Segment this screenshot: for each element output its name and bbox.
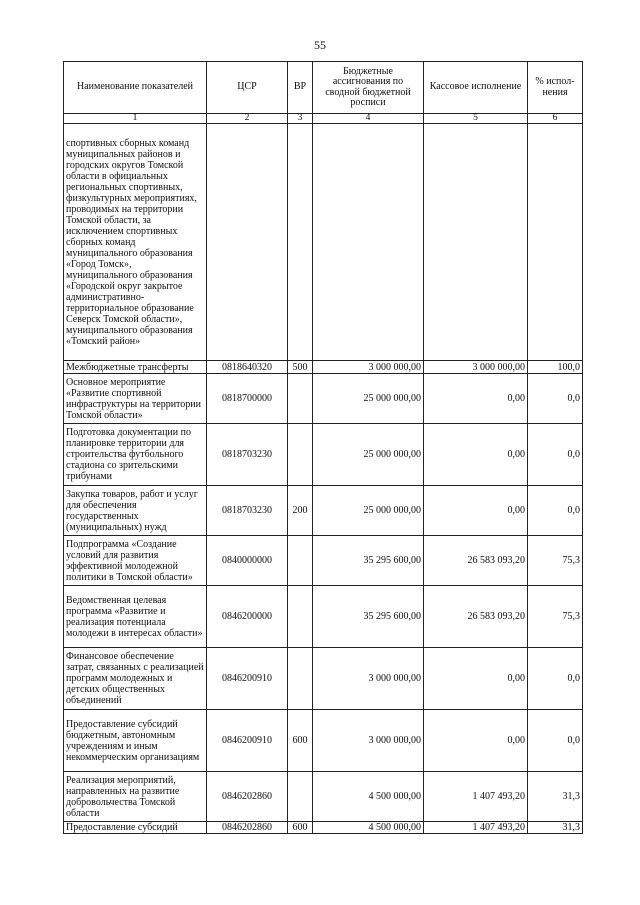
column-number: 3 — [288, 114, 313, 124]
row-execution: 0,00 — [424, 486, 528, 536]
column-number: 1 — [64, 114, 207, 124]
row-vr: 600 — [288, 822, 313, 834]
table-row — [64, 648, 583, 710]
row-name: Финансовое обеспечение затрат, связанных с реализацией программ молодежных и детских общественных объединений — [64, 648, 207, 710]
row-execution: 0,00 — [424, 710, 528, 772]
row-percent: 31,3 — [528, 772, 583, 822]
table-row — [64, 536, 583, 586]
row-vr: 200 — [288, 486, 313, 536]
row-percent: 0,0 — [528, 648, 583, 710]
table-header-row — [64, 62, 583, 114]
row-allocation: 25 000 000,00 — [313, 424, 424, 486]
table-row — [64, 424, 583, 486]
row-percent: 0,0 — [528, 424, 583, 486]
row-vr — [288, 586, 313, 648]
row-allocation: 25 000 000,00 — [313, 486, 424, 536]
row-csr: 0846200910 — [207, 648, 288, 710]
table-row — [64, 586, 583, 648]
row-execution: 3 000 000,00 — [424, 361, 528, 374]
row-csr — [207, 124, 288, 361]
row-percent — [528, 124, 583, 361]
row-percent: 0,0 — [528, 374, 583, 424]
row-csr: 0846200910 — [207, 710, 288, 772]
row-name: Подготовка документации по планировке территории для строительства футбольного стадиона со зрительскими трибунами — [64, 424, 207, 486]
row-name: Ведомственная целевая программа «Развитие и реализация потенциала молодежи в интересах области» — [64, 586, 207, 648]
row-allocation: 35 295 600,00 — [313, 586, 424, 648]
row-percent: 0,0 — [528, 710, 583, 772]
row-vr — [288, 424, 313, 486]
budget-execution-table — [63, 61, 583, 834]
row-name: Предоставление субсидий бюджетным, автономным учреждениям и иным некоммерческим организациям — [64, 710, 207, 772]
row-vr — [288, 374, 313, 424]
column-number: 2 — [207, 114, 288, 124]
row-execution: 0,00 — [424, 424, 528, 486]
row-vr: 600 — [288, 710, 313, 772]
header-cash-execution: Кассовое исполнение — [424, 62, 528, 114]
row-csr: 0846202860 — [207, 822, 288, 834]
row-name: Предоставление субсидий — [64, 822, 207, 834]
column-number: 5 — [424, 114, 528, 124]
row-allocation: 25 000 000,00 — [313, 374, 424, 424]
row-csr: 0818703230 — [207, 486, 288, 536]
row-vr — [288, 536, 313, 586]
row-percent: 75,3 — [528, 586, 583, 648]
table-row — [64, 486, 583, 536]
row-allocation: 4 500 000,00 — [313, 772, 424, 822]
row-percent: 100,0 — [528, 361, 583, 374]
row-percent: 75,3 — [528, 536, 583, 586]
column-number: 6 — [528, 114, 583, 124]
row-name: Закупка товаров, работ и услуг для обеспечения государственных (муниципальных) нужд — [64, 486, 207, 536]
row-execution: 0,00 — [424, 374, 528, 424]
row-execution — [424, 124, 528, 361]
header-execution-percent: % испол-нения — [528, 62, 583, 114]
row-execution: 1 407 493,20 — [424, 822, 528, 834]
row-vr — [288, 124, 313, 361]
row-allocation — [313, 124, 424, 361]
table-row — [64, 374, 583, 424]
row-percent: 0,0 — [528, 486, 583, 536]
row-name: Межбюджетные трансферты — [64, 361, 207, 374]
row-vr: 500 — [288, 361, 313, 374]
row-execution: 0,00 — [424, 648, 528, 710]
row-allocation: 3 000 000,00 — [313, 710, 424, 772]
table-row — [64, 772, 583, 822]
row-execution: 26 583 093,20 — [424, 536, 528, 586]
column-number-row — [64, 114, 583, 124]
row-execution: 26 583 093,20 — [424, 586, 528, 648]
row-csr: 0840000000 — [207, 536, 288, 586]
row-csr: 0818703230 — [207, 424, 288, 486]
table-row — [64, 124, 583, 361]
row-vr — [288, 648, 313, 710]
row-name: Реализация мероприятий, направленных на развитие добровольчества Томской области — [64, 772, 207, 822]
row-name: спортивных сборных команд муниципальных районов и городских округов Томской области в официальных региональных спортивных, физкультурных мероприятиях, проводимых на территории Томской области, за исключением спортивных сборных команд муниципального образования «Город Томск», муниципального образования «Городской округ закрытое административно-территориальное образование Северск Томской области», муниципального образования «Томский район» — [64, 124, 207, 361]
row-vr — [288, 772, 313, 822]
row-allocation: 4 500 000,00 — [313, 822, 424, 834]
row-allocation: 35 295 600,00 — [313, 536, 424, 586]
row-execution: 1 407 493,20 — [424, 772, 528, 822]
header-budget-allocation: Бюджетные ассигнования по сводной бюджетной росписи — [313, 62, 424, 114]
row-percent: 31,3 — [528, 822, 583, 834]
row-name: Подпрограмма «Создание условий для развития эффективной молодежной политики в Томской области» — [64, 536, 207, 586]
table-row — [64, 822, 583, 834]
page-number: 55 — [314, 38, 326, 52]
column-number: 4 — [313, 114, 424, 124]
row-csr: 0818700000 — [207, 374, 288, 424]
row-allocation: 3 000 000,00 — [313, 648, 424, 710]
row-csr: 0846200000 — [207, 586, 288, 648]
table-row — [64, 710, 583, 772]
header-csr: ЦСР — [207, 62, 288, 114]
row-csr: 0818640320 — [207, 361, 288, 374]
table-row — [64, 361, 583, 374]
row-name: Основное мероприятие «Развитие спортивной инфраструктуры на территории Томской области» — [64, 374, 207, 424]
header-indicator-name: Наименование показателей — [64, 62, 207, 114]
row-allocation: 3 000 000,00 — [313, 361, 424, 374]
header-vr: ВР — [288, 62, 313, 114]
row-csr: 0846202860 — [207, 772, 288, 822]
